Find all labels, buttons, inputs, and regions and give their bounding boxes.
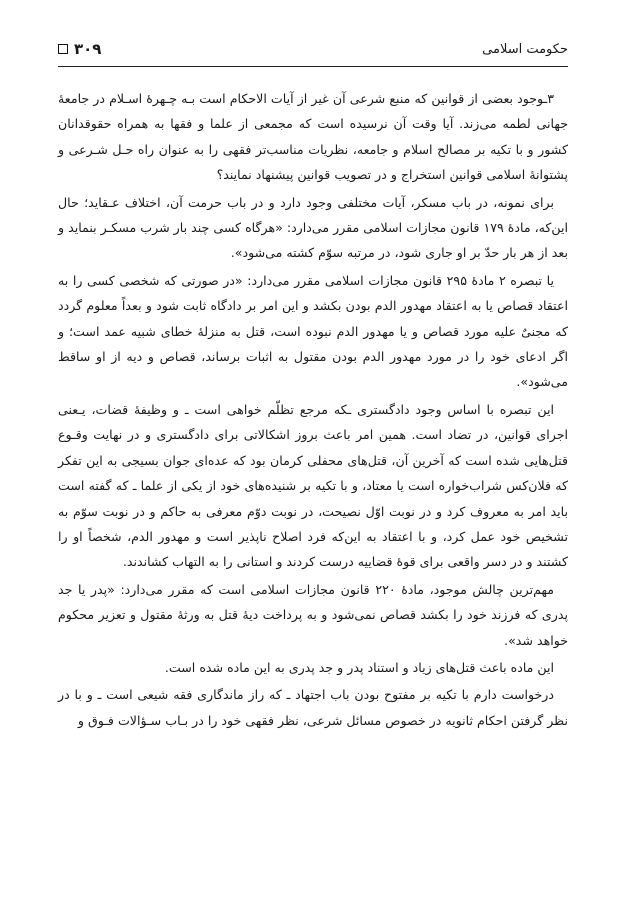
page-number: ۳۰۹	[74, 40, 102, 58]
paragraph-4: این تبصره با اساس وجود دادگستری ـکه مرجع تظلّم خواهی است ـ و وظیفهٔ قضات، یـعنی اجرای قوانین، در تضاد است. همین امر باعث بروز اشکالاتی برای دادگستری و در نهایت وقـوع قتل‌هایی شده است که آخرین آن، قتل‌های محفلی کرمان بود که عده‌ای جوان بسیجی به این تفکر که فلان‌کس شراب‌خواره است یا معتاد، و با تکیه بر شنیده‌های خود از یکی از علما ـ که گفته است باید امر به معروف کرد و در نوبت اوّل نصیحت، در نوبت دوّم معرفی به حاکم و در نوبت سوّم به تشخیص خود عمل کرد، و با اعتقاد به این‌که فرد اصلاح ناپذیر است و مهدور الدم، شخصاً او را کشتند و در دسر واقعی برای قوهٔ قضاییه درست کردند و استانی را به التهاب کشاندند.	[58, 401, 568, 570]
body-text	[58, 86, 568, 735]
page-header	[58, 36, 568, 67]
running-title: حکومت اسلامی	[482, 42, 568, 57]
paragraph-6: این ماده باعث قتل‌های زیاد و استناد پدر و جد پدری به این ماده شده است.	[164, 659, 554, 675]
paragraph-5: مهم‌ترین چالش موجود، مادهٔ ۲۲۰ قانون مجازات اسلامی است که مقرر می‌دارد: «پدر یا جد پدری که فرزند خود را بکشد قصاص نمی‌شود و به پرداخت دیهٔ قتل به ورثهٔ مقتول و تعزیر محکوم خواهد شد».	[58, 581, 568, 648]
paragraph-1: ۳ـوجود بعضی از قوانین که منبع شرعی آن غیر از آیات الاحکام است بـه چـهرهٔ اسـلام در جامعهٔ جهانی لطمه می‌زند. آیا وقت آن نرسیده است که مجمعی از علما و فقها به همراه حقوقدانان کشور و با تکیه بر مصالح اسلام و جامعه، نظریات مناسب‌تر فقهی را به عنوان راه حـل شـرعی و پشتوانهٔ اسلامی قوانین استخراج و در تصویب قوانین پیشنهاد نمایند؟	[58, 91, 568, 183]
paragraph-2: برای نمونه، در باب مسکر، آیات مختلفی وجود دارد و در باب حرمت آن، اختلاف عـقاید؛ حال این‌که، مادهٔ ۱۷۹ قانون مجازات اسلامی مقرر می‌دارد: «هرگاه کسی چند بار شرب مسکـر بنماید و بعد از هر بار حدّ بر او جاری شود، در مرتبه سوّم کشته می‌شود».	[58, 194, 568, 261]
page-number-block	[58, 40, 101, 58]
paragraph-7: درخواست دارم با تکیه بر مفتوح بودن باب اجتهاد ـ که راز ماندگاری فقه شیعی است ـ و با در نظر گرفتن احکام ثانویه در خصوص مسائل شرعی، نظر فقهی خود را در بـاب سـؤالات فـوق و	[58, 687, 568, 728]
square-icon	[58, 44, 68, 54]
paragraph-3: یا تبصره ۲ مادهٔ ۲۹۵ قانون مجازات اسلامی مقرر می‌دارد: «در صورتی که شخصی کسی را به اعتقاد قصاص یا به اعتقاد مهدور الدم بودن بکشد و این امر بر دادگاه ثابت شود و بعداً معلوم گردد که مجنیٌ علیه مورد قصاص و یا مهدور الدم نبوده است، قتل به منزلهٔ خطای شبیه عمد است؛ و اگر ادعای خود را در مورد مهدور الدم بودن مقتول به اثبات برساند، قصاص و دیه از او ساقط می‌شود».	[58, 272, 568, 390]
